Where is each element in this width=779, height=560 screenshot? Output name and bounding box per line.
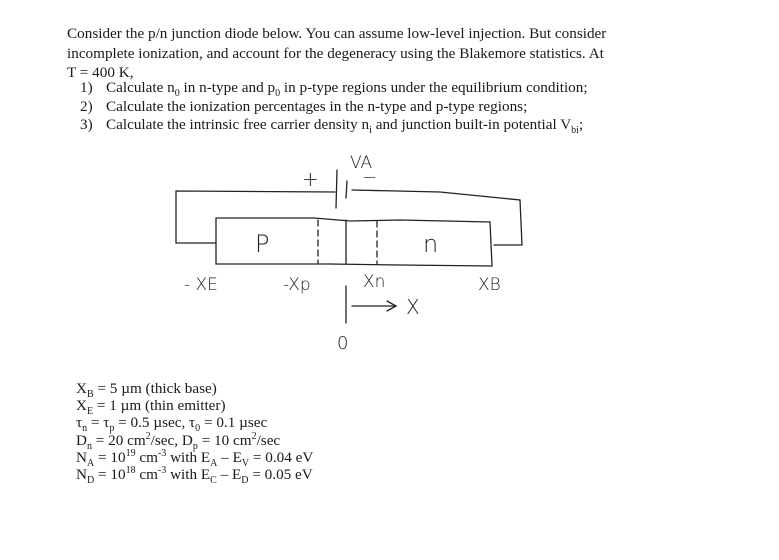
label-xn: Xn (363, 272, 386, 292)
voltage-label: VA (350, 153, 373, 173)
n-region-label: n (423, 230, 439, 258)
origin-label: 0 (337, 333, 349, 354)
intro-line-1: Consider the p/n junction diode below. You can assume low-level injection. But consider (67, 25, 607, 42)
param-nd: $N_D = 10^{18}$ $cm^{-3}$ with $E_C - E_D = 0.05$ eV (76, 464, 313, 487)
label-minus-xe: - XE (184, 275, 218, 295)
param-diffusivity: $D_n = 20$ $cm^2/\sec$, $D_p = 10$ $cm^2/\sec$ (76, 430, 281, 452)
param-xe: $X_E = 1$ µm (thin emitter) (76, 397, 226, 418)
task-item-3: 3) Calculate the intrinsic free carrier density $n_i$ and junction built-in potential $V_{bi}$; (80, 116, 584, 137)
parameters-list (76, 380, 376, 487)
task-item-1: 1) Calculate $n_0$ in n-type and $p_0$ in p-type regions under the equilibrium condition; (80, 79, 588, 100)
param-lifetimes: $\tau_n = \tau_p = 0.5$ µsec, $\tau_0 = 0.1$ µsec (76, 414, 268, 435)
p-region-label: P (255, 230, 270, 258)
battery-short-plate (346, 181, 347, 198)
param-na: $N_A = 10^{19}$ $cm^{-3}$ with $E_A - E_V = 0.04$ eV (76, 447, 314, 469)
label-xb: XB (478, 275, 501, 295)
x-axis-label: X (406, 295, 420, 319)
param-xb: $X_B = 5$ µm (thick base) (76, 380, 217, 401)
minus-sign: − (362, 167, 378, 188)
intro-line-2: incomplete ionization, and account for the degeneracy using the Blakemore statistics. At (67, 44, 604, 62)
task-item-2: 2) Calculate the ionization percentages in the n-type and p-type regions; (80, 97, 528, 115)
intro-line-3: T = 400 K, (67, 64, 134, 81)
label-minus-xp: -Xp (283, 275, 311, 295)
plus-sign: + (302, 167, 319, 191)
battery-long-plate (336, 170, 337, 208)
